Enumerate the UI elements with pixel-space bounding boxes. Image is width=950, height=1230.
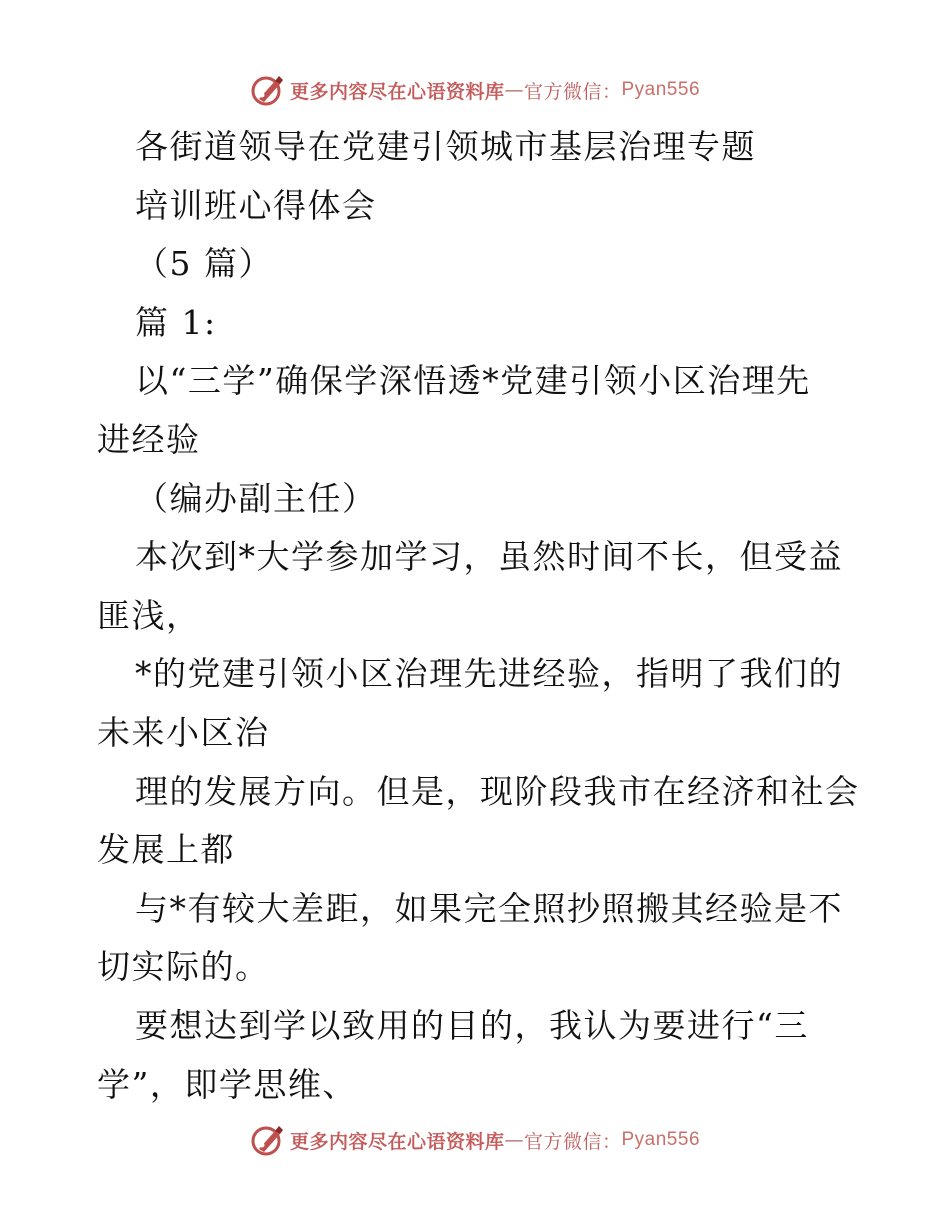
watermark-wechat-id: Pyan556: [621, 79, 701, 100]
pen-logo-icon: [250, 1122, 286, 1158]
title-count: （5 篇）: [135, 244, 273, 284]
paragraph-line: 与*有较大差距，如果完全照抄照搬其经验是不: [135, 888, 843, 928]
watermark-main-text: 更多内容尽在心语资料库: [289, 80, 505, 103]
pen-logo-icon: [250, 72, 286, 108]
paragraph-line: 理的发展方向。但是，现阶段我市在经济和社会: [135, 771, 860, 811]
watermark-label: 官方微信：: [523, 80, 622, 103]
title-line-2: 培训班心得体会: [135, 185, 377, 225]
article-title-line-1: 以“三学”确保学深悟透*党建引领小区治理先: [135, 361, 811, 401]
paragraph-line: *的党建引领小区治理先进经验，指明了我们的: [135, 654, 843, 694]
paragraph-line: 未来小区治: [97, 712, 270, 752]
paragraph-line: 学”，即学思维、: [97, 1064, 357, 1104]
watermark-wechat-id: Pyan556: [621, 1129, 701, 1150]
paragraph-line: 匪浅，: [97, 595, 201, 635]
paragraph-line: 本次到*大学参加学习，虽然时间不长，但受益: [135, 537, 843, 577]
section-heading: 篇 1:: [135, 302, 217, 342]
watermark-banner-bottom: [0, 1120, 950, 1160]
watermark-label: 官方微信：: [523, 1130, 622, 1153]
watermark-separator: —: [504, 1129, 524, 1151]
paragraph-line: 要想达到学以致用的目的，我认为要进行“三: [135, 1005, 809, 1045]
title-line-1: 各街道领导在党建引领城市基层治理专题: [135, 127, 756, 166]
paragraph-line: 切实际的。: [97, 947, 270, 987]
paragraph-line: 发展上都: [97, 830, 235, 870]
article-title-line-2: 进经验: [97, 419, 201, 459]
document-body: [97, 118, 860, 1114]
watermark-main-text: 更多内容尽在心语资料库: [289, 1130, 505, 1153]
watermark-separator: —: [504, 79, 524, 101]
watermark-banner-top: [0, 70, 950, 110]
author-role: （编办副主任）: [135, 478, 377, 518]
